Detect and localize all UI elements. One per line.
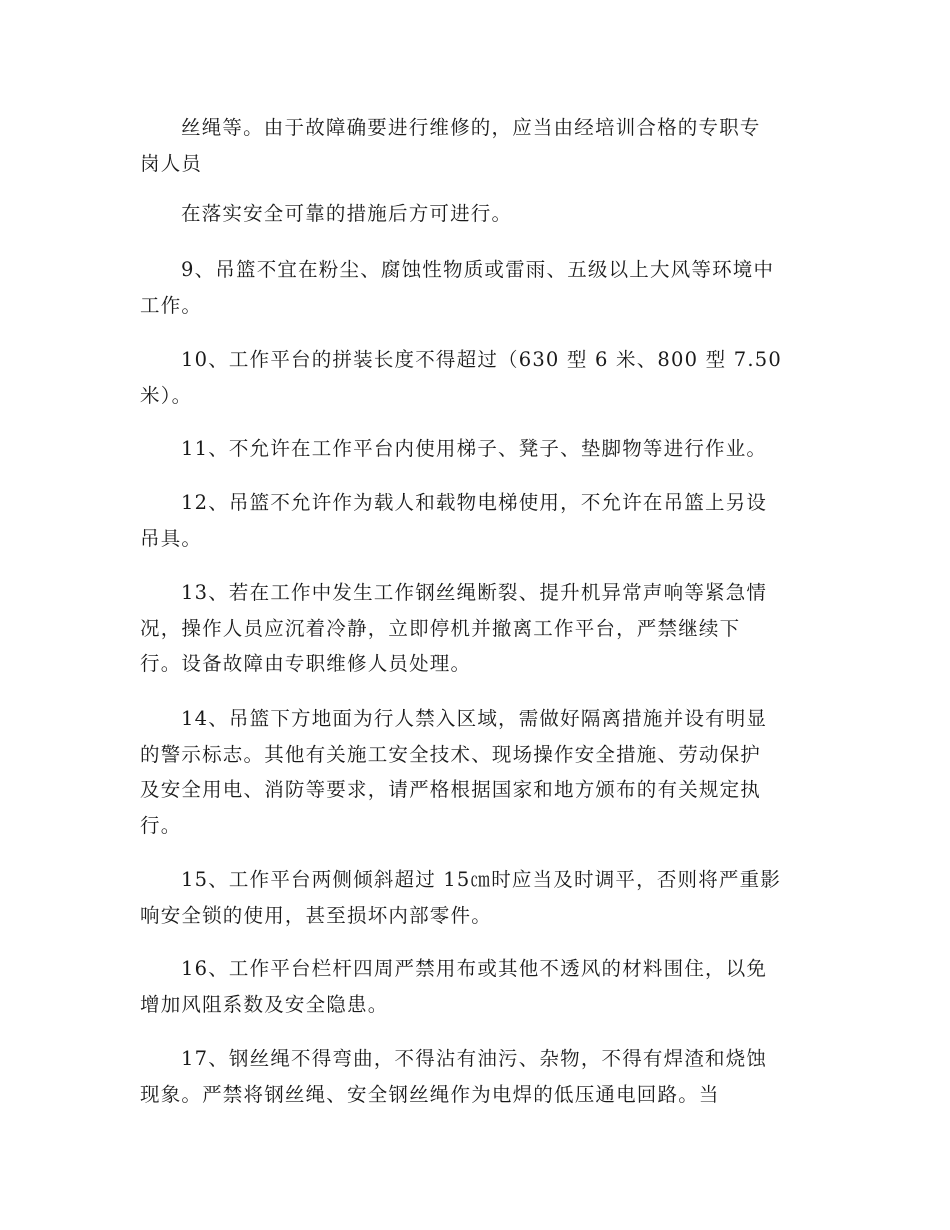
text-line: 工作。 (140, 293, 203, 317)
paragraph-item-13 (140, 575, 820, 682)
text-line: 增加风阻系数及安全隐患。 (140, 992, 389, 1016)
paragraph-item-16 (140, 951, 820, 1022)
text-line: 岗人员 (140, 151, 203, 175)
paragraph-item-15 (140, 862, 820, 933)
paragraph-item-12 (140, 485, 820, 556)
text-line: 11、不允许在工作平台内使用梯子、凳子、垫脚物等进行作业。 (181, 437, 768, 460)
text-line: 的警示标志。其他有关施工安全技术、现场操作安全措施、劳动保护 (140, 742, 762, 766)
text-line: 13、若在工作中发生工作钢丝绳断裂、提升机异常声响等紧急情 (181, 581, 768, 604)
text-line: 行。设备故障由专职维修人员处理。 (140, 652, 472, 675)
text-line: 米）。 (140, 383, 193, 407)
paragraph-item-14 (140, 701, 820, 843)
text-line: 17、钢丝绳不得弯曲，不得沾有油污、杂物，不得有焊渣和烧蚀 (181, 1047, 768, 1070)
text-line: 12、吊篮不允许作为载人和载物电梯使用，不允许在吊篮上另设 (181, 491, 768, 514)
text-line: 现象。严禁将钢丝绳、安全钢丝绳作为电焊的低压通电回路。当 (140, 1082, 720, 1106)
text-line: 9、吊篮不宜在粉尘、腐蚀性物质或雷雨、五级以上大风等环境中 (181, 258, 775, 281)
text-line: 丝绳等。由于故障确要进行维修的，应当由经培训合格的专职专 (181, 116, 761, 139)
text-line: 16、工作平台栏杆四周严禁用布或其他不透风的材料围住，以免 (181, 957, 768, 980)
paragraph-item-17 (140, 1041, 820, 1112)
paragraph-item-9 (140, 252, 820, 323)
text-line: 行。 (140, 813, 182, 837)
text-line: 响安全锁的使用，甚至损坏内部零件。 (140, 903, 492, 927)
paragraph-wire-rope-repair (140, 110, 820, 181)
text-line: 吊具。 (140, 526, 203, 550)
text-line: 在落实安全可靠的措施后方可进行。 (181, 202, 513, 225)
text-line: 况，操作人员应沉着冷静，立即停机并撤离工作平台，严禁继续下 (140, 616, 741, 640)
paragraph-item-11 (140, 431, 820, 467)
text-line: 10、工作平台的拼装长度不得超过（630 型 6 米、800 型 7.50 (181, 348, 782, 371)
paragraph-item-10 (140, 342, 820, 413)
text-line: 及安全用电、消防等要求，请严格根据国家和地方颁布的有关规定执 (140, 778, 762, 801)
text-line: 15、工作平台两侧倾斜超过 15㎝时应当及时调平，否则将严重影 (181, 868, 782, 891)
text-line: 14、吊篮下方地面为行人禁入区域，需做好隔离措施并设有明显 (181, 707, 768, 730)
paragraph-safety-measures (140, 196, 820, 232)
